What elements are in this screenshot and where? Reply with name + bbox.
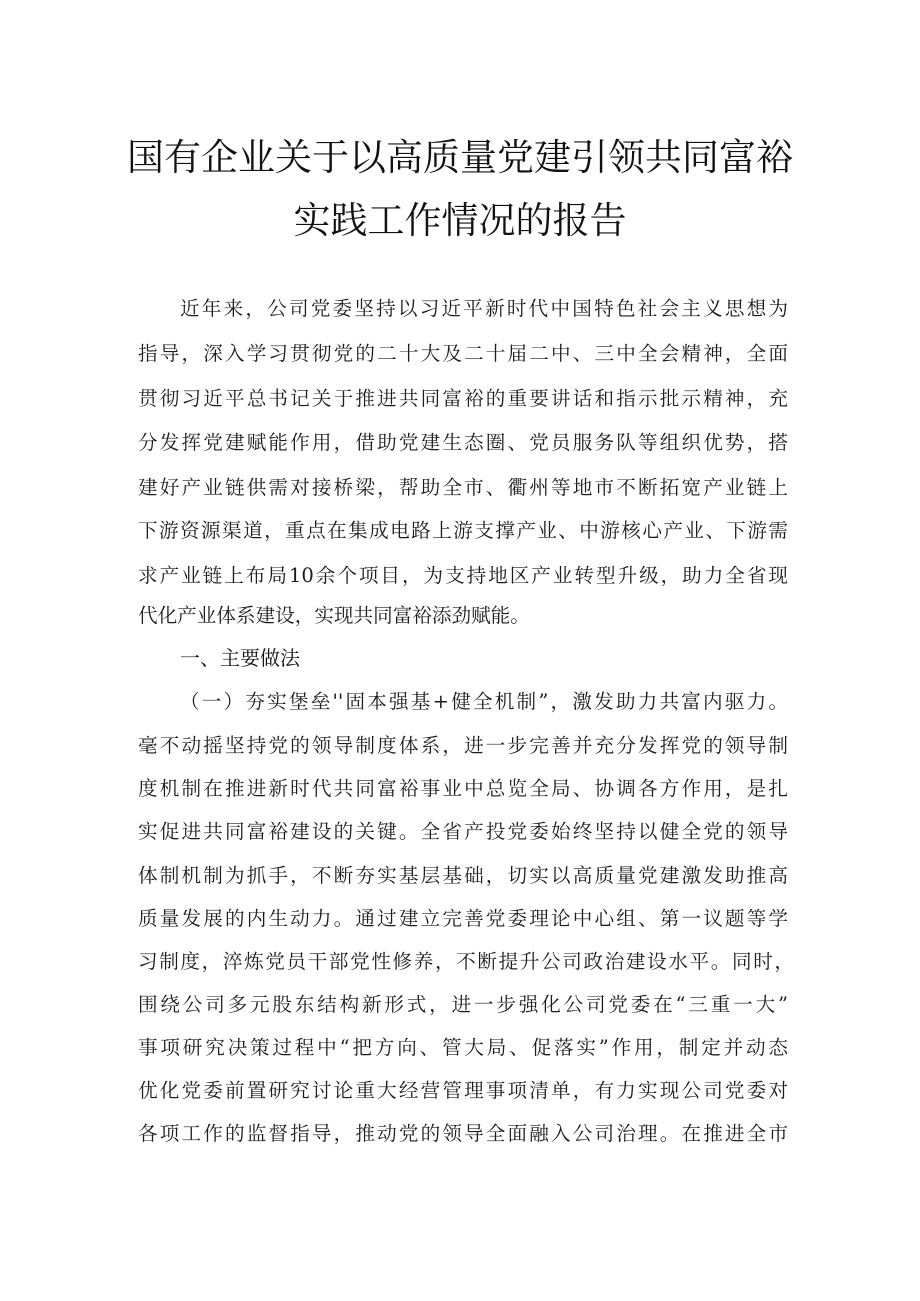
subsection-paragraph-line: 度机制在推进新时代共同富裕事业中总览全局、协调各方作用，是扎 bbox=[138, 777, 788, 800]
document-title-line-2: 实践工作情况的报告 bbox=[293, 199, 627, 242]
document-title-line-1: 国有企业关于以高质量党建引领共同富裕 bbox=[127, 136, 793, 179]
subsection-paragraph-line: 各项工作的监督指导，推动党的领导全面融入公司治理。在推进全市 bbox=[138, 1122, 788, 1145]
subsection-paragraph-line: 毫不动摇坚持党的领导制度体系，进一步完善并充分发挥党的领导制 bbox=[138, 734, 788, 757]
intro-paragraph-line: 求产业链上布局10余个项目，为支持地区产业转型升级，助力全省现 bbox=[138, 564, 788, 587]
subsection-paragraph-line: 质量发展的内生动力。通过建立完善党委理论中心组、第一议题等学 bbox=[138, 907, 788, 930]
intro-paragraph-line: 代化产业体系建设，实现共同富裕添劲赋能。 bbox=[138, 604, 530, 627]
subsection-paragraph-line: （一）夯实堡垒''固本强基+健全机制”，激发助力共富内驱力。 bbox=[180, 690, 788, 713]
subsection-paragraph-line: 习制度，淬炼党员干部党性修养，不断提升公司政治建设水平。同时， bbox=[138, 950, 794, 973]
intro-paragraph-line: 近年来，公司党委坚持以习近平新时代中国特色社会主义思想为 bbox=[180, 297, 788, 320]
subsection-paragraph-line: 围绕公司多元股东结构新形式，进一步强化公司党委在“三重一大” bbox=[138, 993, 788, 1016]
intro-paragraph-line: 下游资源渠道，重点在集成电路上游支撑产业、中游核心产业、下游需 bbox=[138, 519, 788, 542]
subsection-paragraph-line: 事项研究决策过程中“把方向、管大局、促落实”作用，制定并动态 bbox=[138, 1036, 788, 1059]
intro-paragraph-line: 贯彻习近平总书记关于推进共同富裕的重要讲话和指示批示精神，充 bbox=[138, 387, 788, 410]
subsection-paragraph-line: 实促进共同富裕建设的关键。全省产投党委始终坚持以健全党的领导 bbox=[138, 820, 788, 843]
intro-paragraph-line: 建好产业链供需对接桥梁，帮助全市、衢州等地市不断拓宽产业链上 bbox=[138, 476, 788, 499]
intro-paragraph-line: 分发挥党建赋能作用，借助党建生态圈、党员服务队等组织优势，搭 bbox=[138, 431, 788, 454]
subsection-paragraph-line: 体制机制为抓手，不断夯实基层基础，切实以高质量党建激发助推高 bbox=[138, 864, 788, 887]
section-heading: 一、主要做法 bbox=[180, 646, 300, 670]
intro-paragraph-line: 指导，深入学习贯彻党的二十大及二十届二中、三中全会精神，全面 bbox=[138, 342, 788, 365]
subsection-paragraph-line: 优化党委前置研究讨论重大经营管理事项清单，有力实现公司党委对 bbox=[138, 1079, 788, 1102]
